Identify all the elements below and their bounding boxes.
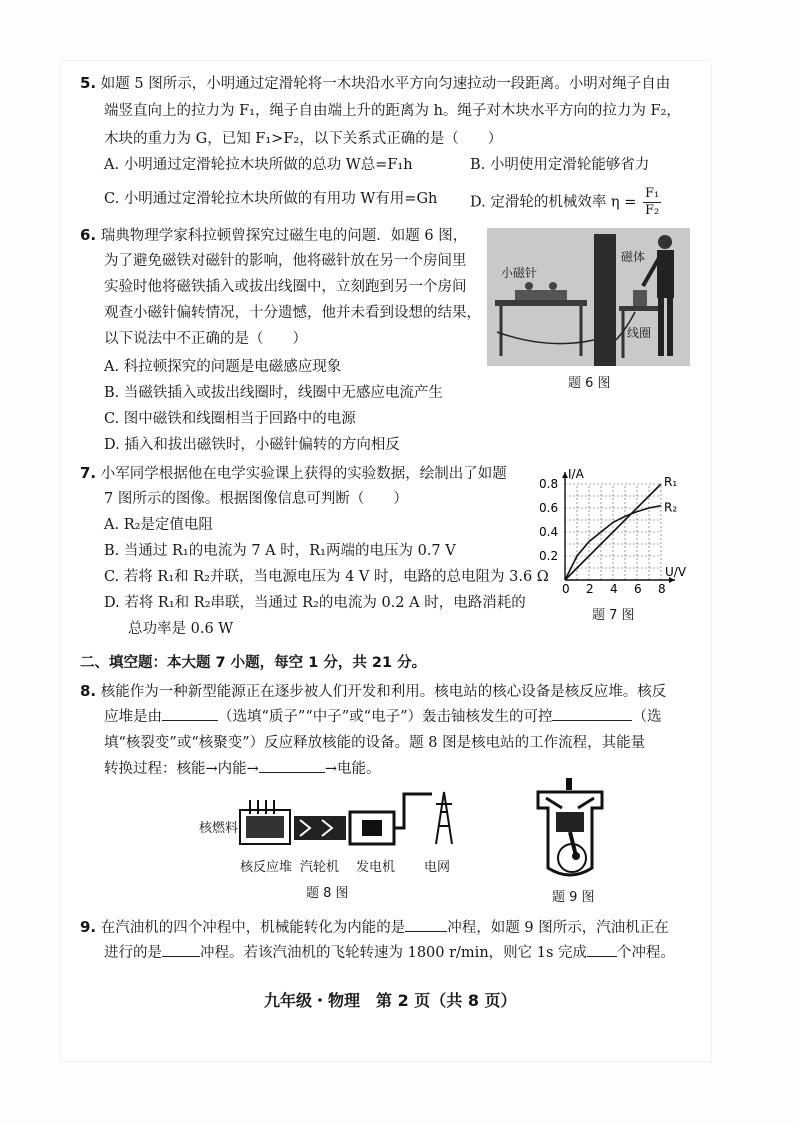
answer-blank[interactable] [162,940,200,957]
text-part: 转换过程：核能→内能→ [104,761,259,777]
question-8-line4 [104,756,380,782]
question-6-line3: 实验时他将磁铁插入或拔出线圈中，立刻跑到另一个房间 [104,279,467,295]
question-number: 6. [80,226,97,244]
y-tick-label: 0.2 [539,549,559,563]
question-6-line1 [80,222,467,249]
option-d-text: D. 定滑轮的机械效率 η = [470,194,637,211]
question-9-line2 [104,940,675,966]
question-number: 9. [80,918,97,936]
text-part: 进行的是 [104,945,162,961]
experiment-illustration [487,228,690,366]
label-fuel: 核燃料 [199,821,239,836]
question-6-option-c: C. 图中磁铁和线圈相当于回路中的电源 [104,411,356,427]
question-text: 瑞典物理学家科拉顿曾探究过磁生电的问题．如题 6 图， [100,228,468,244]
question-5-option-a: A. 小明通过定滑轮拉木块所做的总功 W总=F₁h [104,157,413,173]
figure-8-caption: 题 8 图 [306,886,349,901]
question-7-line1 [80,460,507,487]
question-number: 8. [80,682,97,700]
text-part: 应堆是由 [104,709,162,725]
label-turbine: 汽轮机 [300,860,340,875]
question-7-option-d-cont: 总功率是 0.6 W [128,621,234,637]
x-tick-label: 2 [586,582,594,596]
question-5-line2: 端竖直向上的拉力为 F₁，绳子自由端上升的距离为 h。绳子对木块水平方向的拉力为 F₂， [104,103,681,119]
x-tick-label: 6 [634,582,642,596]
series-label-1: R₁ [664,475,678,489]
answer-blank[interactable] [259,756,325,773]
question-6-line5: 以下说法中不正确的是（ ） [104,331,307,347]
page-footer: 九年级・物理 第 2 页（共 8 页） [264,991,517,1010]
question-7-option-d: D. 若将 R₁和 R₂串联，当通过 R₂的电流为 0.2 A 时，电路消耗的 [104,595,526,611]
answer-blank[interactable] [587,940,617,957]
label-generator: 发电机 [356,860,396,875]
x-tick-label: 0 [562,582,570,596]
label-magnet: 磁体 [621,250,646,264]
x-tick-label: 8 [658,582,666,596]
section-2-title: 二、填空题：本大题 7 小题，每空 1 分，共 21 分。 [80,655,427,671]
text-part: 个冲程。 [617,945,676,961]
answer-blank[interactable] [405,915,447,932]
question-5-line3: 木块的重力为 G，已知 F₁>F₂，以下关系式正确的是（ ） [104,131,503,147]
question-9-line1 [80,914,669,941]
fraction-denominator: F₂ [645,203,660,218]
answer-blank[interactable] [552,704,632,721]
question-6-line2: 为了避免磁铁对磁针的影响，他将磁针放在另一个房间里 [104,253,467,269]
question-number: 5. [80,74,97,92]
question-number: 7. [80,464,97,482]
question-7-option-c: C. 若将 R₁和 R₂并联，当电源电压为 4 V 时，电路的总电阻为 3.6 Ω [104,569,549,585]
y-tick-label: 0.8 [539,477,559,491]
efficiency-fraction [643,186,661,219]
label-grid: 电网 [424,860,451,875]
figure-6-photo [487,228,690,366]
y-tick-label: 0.6 [539,501,559,515]
question-text: 如题 5 图所示，小明通过定滑轮将一木块沿水平方向匀速拉动一段距离。小明对绳子自由 [100,76,671,92]
label-reactor: 核反应堆 [240,860,293,875]
question-8-line3: 填“核裂变”或“核聚变”）反应释放核能的设备。题 8 图是核电站的工作流程，其能量 [104,735,646,751]
question-5-option-d [470,186,661,219]
question-6-option-a: A. 科拉顿探究的问题是电磁感应现象 [104,359,342,375]
question-6-line4: 观查小磁针偏转情况，十分遗憾，他并未看到设想的结果， [104,305,481,321]
x-axis-label: U/V [665,565,687,579]
text-part: →电能。 [324,761,381,777]
text-part: 在汽油机的四个冲程中，机械能转化为内能的是 [100,920,406,936]
chart-ticks [539,477,666,596]
figure-9-engine [532,778,608,882]
label-coil: 线圈 [627,326,652,340]
question-8-line1 [80,678,666,705]
question-text: 核能作为一种新型能源正在逐步被人们开发和利用。核电站的核心设备是核反应堆。核反 [100,684,667,700]
text-part: 冲程。若该汽油机的飞轮转速为 1800 r/min，则它 1s 完成 [200,945,588,961]
question-5-line1 [80,70,670,97]
figure-6-caption: 题 6 图 [568,376,611,391]
label-needle: 小磁针 [501,266,538,280]
series-label-2: R₂ [664,500,678,515]
text-part: （选 [632,709,662,725]
question-6-option-b: B. 当磁铁插入或拔出线圈时，线圈中无感应电流产生 [104,385,443,401]
y-axis-label: I/A [568,468,584,481]
answer-blank[interactable] [162,704,218,721]
chart-lines [565,475,677,580]
question-8-line2 [104,704,661,730]
question-7-option-a: A. R₂是定值电阻 [104,517,213,533]
question-7-option-b: B. 当通过 R₁的电流为 7 A 时，R₁两端的电压为 0.7 V [104,543,456,559]
question-5-option-c: C. 小明通过定滑轮拉木块所做的有用功 W有用=Gh [104,191,438,207]
question-text: 小军同学根据他在电学实验课上获得的实验数据，绘制出了如题 [100,466,507,482]
question-7-line2: 7 图所示的图像。根据图像信息可判断（ ） [104,491,408,507]
text-part: 冲程，如题 9 图所示，汽油机正在 [447,920,669,936]
figure-7-caption: 题 7 图 [592,608,635,623]
figure-7-chart [535,468,695,603]
figure-8-diagram [200,786,470,848]
question-5-option-b: B. 小明使用定滑轮能够省力 [470,157,650,173]
x-tick-label: 4 [610,582,618,596]
question-6-option-d: D. 插入和拔出磁铁时，小磁针偏转的方向相反 [104,437,400,453]
text-part: （选填“质子”“中子”或“电子”）轰击铀核发生的可控 [218,709,553,725]
y-tick-label: 0.4 [539,525,559,539]
fraction-numerator: F₁ [645,186,660,201]
figure-9-caption: 题 9 图 [552,890,595,905]
